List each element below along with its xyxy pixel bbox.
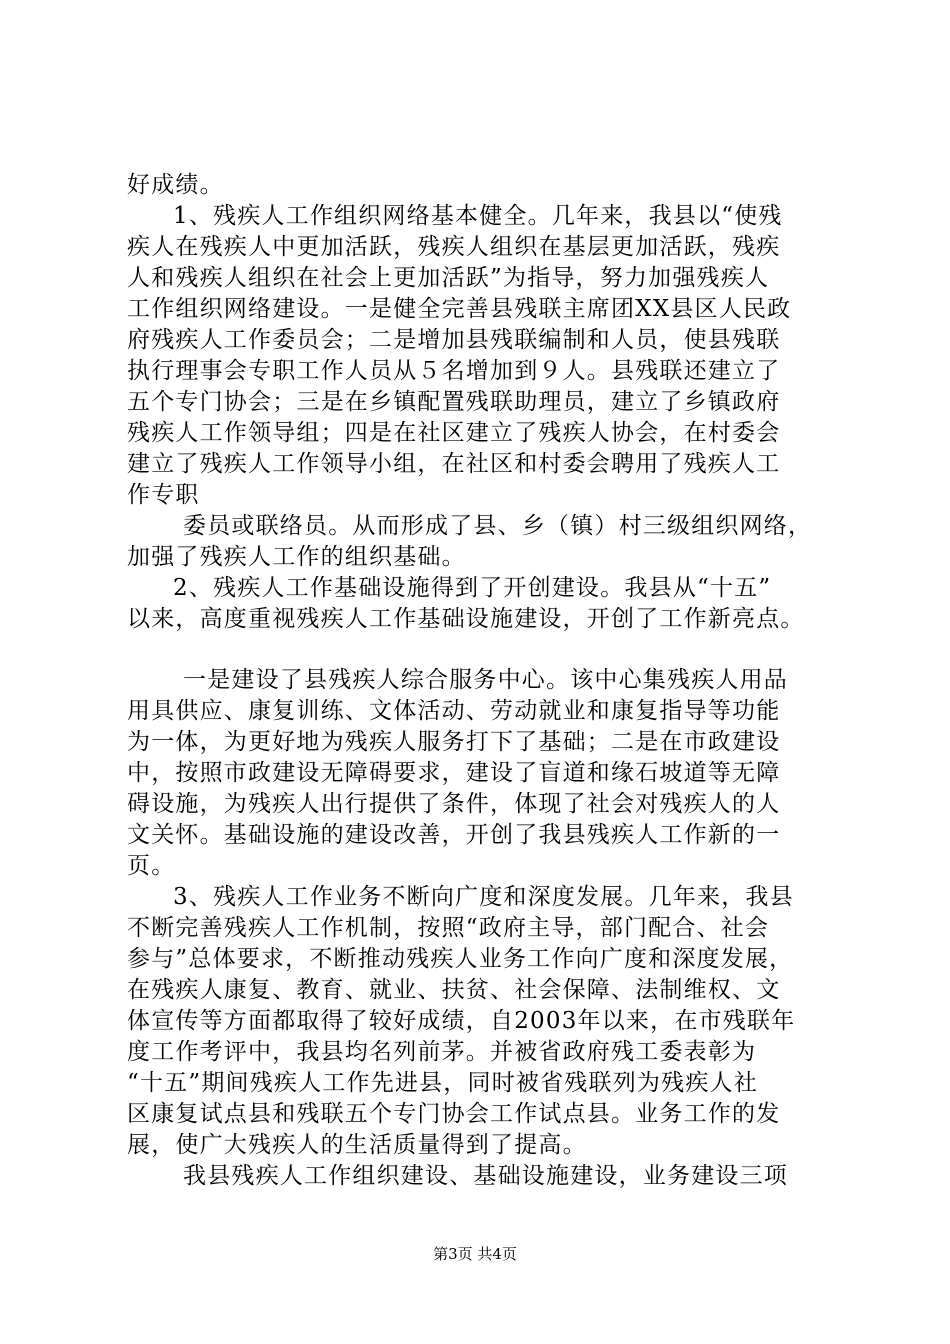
- text-line: 文关怀。基础设施的建设改善，开创了我县残疾人工作新的一: [127, 822, 781, 848]
- text-line: 五个专门协会；三是在乡镇配置残联助理员，建立了乡镇政府: [127, 389, 781, 415]
- text-line: 以来，高度重视残疾人工作基础设施建设，开创了工作新亮点。: [127, 606, 805, 632]
- text-line: 府残疾人工作委员会；二是增加县残联编制和人员，使县残联: [127, 327, 781, 353]
- text-line: 度工作考评中，我县均名列前茅。并被省政府残工委表彰为: [127, 1039, 757, 1065]
- text-line: 加强了残疾人工作的组织基础。: [127, 544, 466, 570]
- text-line: 作专职: [127, 482, 200, 508]
- text-line: 在残疾人康复、教育、就业、扶贫、社会保障、法制维权、文: [127, 977, 781, 1003]
- text-line: 碍设施，为残疾人出行提供了条件，体现了社会对残疾人的人: [127, 791, 781, 817]
- text-line: 执行理事会专职工作人员从５名增加到９人。县残联还建立了: [127, 358, 781, 384]
- text-line: 区康复试点县和残联五个专门协会工作试点县。业务工作的发: [127, 1101, 781, 1127]
- text-line: 3、残疾人工作业务不断向广度和深度发展。几年来，我县: [173, 884, 794, 910]
- text-line: 工作组织网络建设。一是健全完善县残联主席团XX县区人民政: [127, 296, 792, 322]
- text-line: 中，按照市政建设无障碍要求，建设了盲道和缘石坡道等无障: [127, 760, 781, 786]
- text-line: 疾人在残疾人中更加活跃，残疾人组织在基层更加活跃，残疾: [127, 234, 781, 260]
- text-line: 残疾人工作领导组；四是在社区建立了残疾人协会，在村委会: [127, 420, 781, 446]
- text-line: “十五”期间残疾人工作先进县，同时被省残联列为残疾人社: [127, 1070, 758, 1096]
- text-line: 参与”总体要求，不断推动残疾人业务工作向广度和深度发展，: [127, 946, 794, 972]
- text-line: 为一体，为更好地为残疾人服务打下了基础；二是在市政建设: [127, 729, 781, 755]
- text-line: 委员或联络员。从而形成了县、乡（镇）村三级组织网络，: [183, 513, 813, 539]
- text-line: 不断完善残疾人工作机制，按照“政府主导，部门配合、社会: [127, 915, 770, 941]
- text-line: 用具供应、康复训练、文体活动、劳动就业和康复指导等功能: [127, 698, 781, 724]
- text-line: 建立了残疾人工作领导小组，在社区和村委会聘用了残疾人工: [127, 451, 781, 477]
- text-line: 2、残疾人工作基础设施得到了开创建设。我县从“十五”: [173, 575, 772, 601]
- page-number: 第3页 共4页: [433, 1245, 517, 1263]
- text-line: 页。: [127, 853, 176, 879]
- text-line: 人和残疾人组织在社会上更加活跃”为指导，努力加强残疾人: [127, 265, 770, 291]
- text-line: 一是建设了县残疾人综合服务中心。该中心集残疾人用品: [183, 667, 788, 693]
- text-line: 我县残疾人工作组织建设、基础设施建设，业务建设三项: [183, 1163, 788, 1189]
- text-line: 好成绩。: [127, 172, 224, 198]
- text-line: 1、残疾人工作组织网络基本健全。几年来，我县以“使残: [173, 203, 783, 229]
- page-footer: [0, 1244, 950, 1264]
- text-line: 体宣传等方面都取得了较好成绩，自2003年以来，在市残联年: [127, 1008, 796, 1034]
- text-line: 展，使广大残疾人的生活质量得到了提高。: [127, 1132, 587, 1158]
